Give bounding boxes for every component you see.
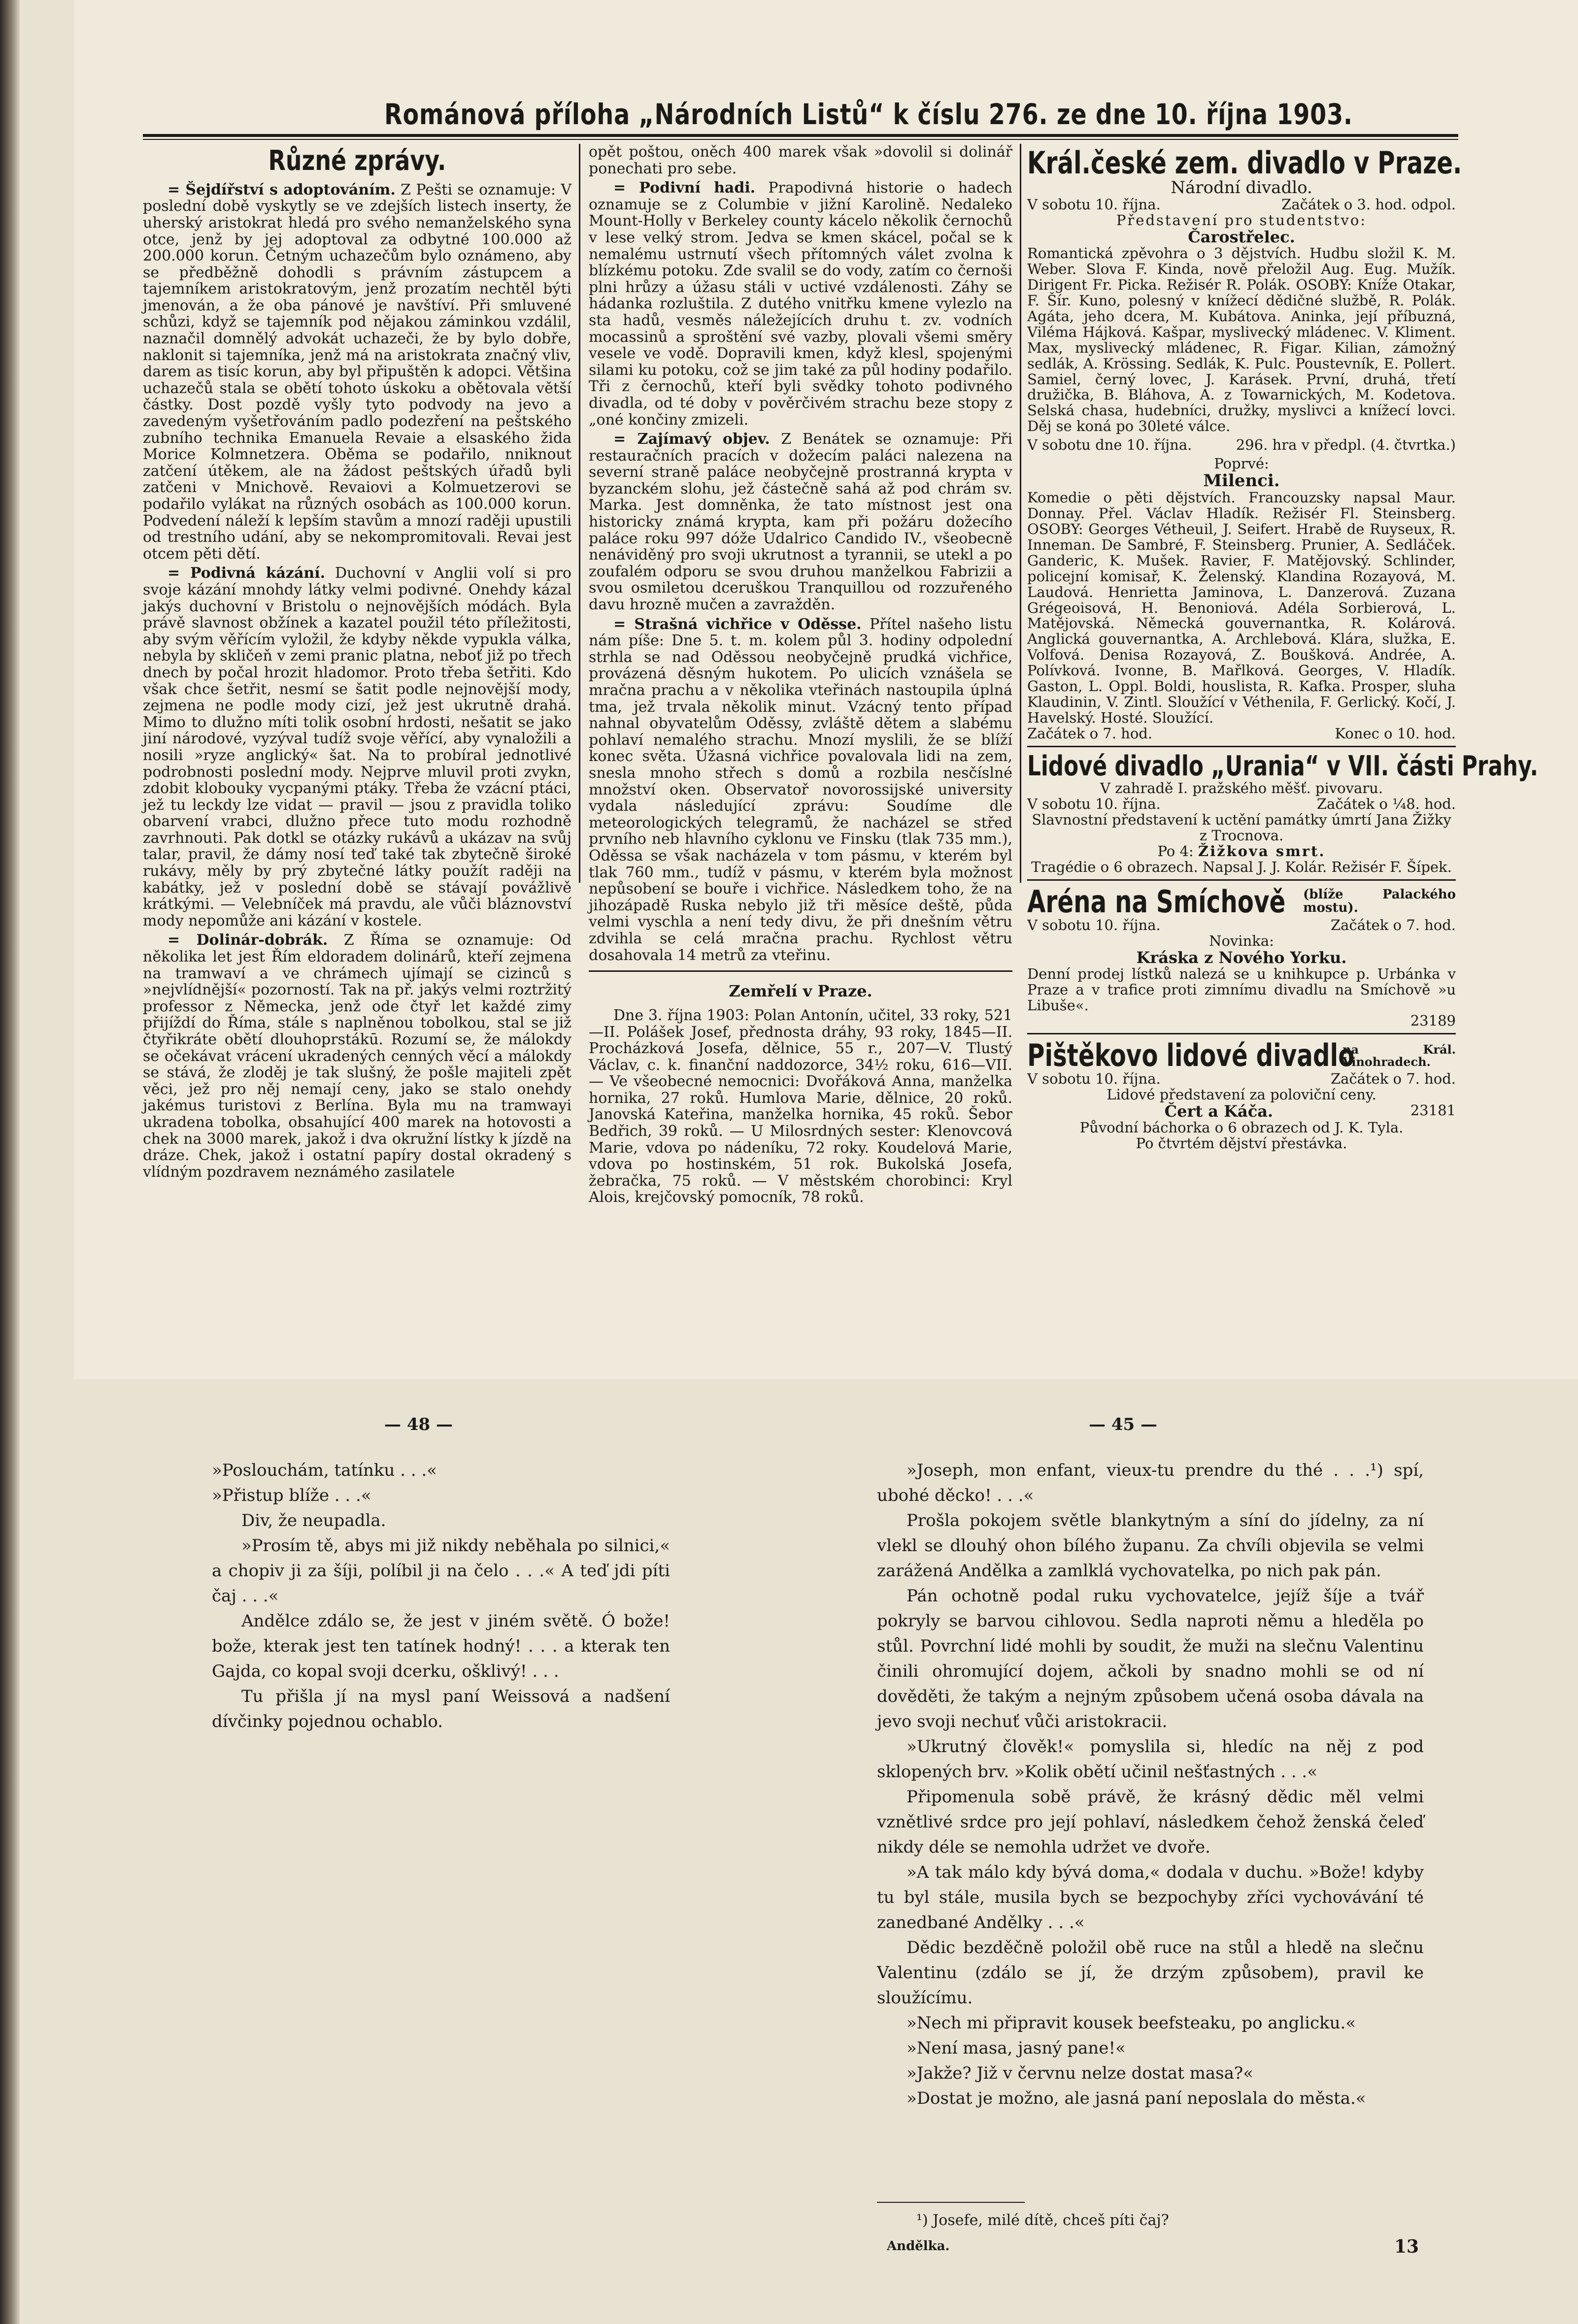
book-binding [0,0,20,2324]
theatre-title: Král.české zem. divadlo v Praze. [1027,145,1462,181]
novel-paragraph: »Nech mi připravit kousek beefsteaku, po anglicku.« [907,2013,1356,2033]
theatre-pistek [1027,1039,1456,1152]
news-text: Z Říma se oznamuje: Od několika let jest Řím eldoradem dolinárů, kteří zejmena na tramwaví a ve chrámech ujímají se cizinců s »nejvlídnější« pozorností. Tak na př. jakýs velmi roztržitý professor z Německa, jenž ode čtyř let každé zimy přijíždí do Říma, stále s naplněnou tobolkou, stal se již čtyřikráte obětí dlouhoprstákū. Rozumí se, že málokdy se očekávat vrácení ukradených cenných věcí a málokdy se stává, že zloděj je tak slušný, že pošle majiteli zpět věci, jež pro něj nemají ceny, jako se stalo onehdy jakémus turistovi z Berlína. Byla mu na tramwayi ukradena tobolka, obsahující 400 marek na hotovosti a chek na 3000 marek, jakož i dva okružní lístky k jízdě na dráze. Chek, jakož i ostatní papíry dostal okradený s vlídným pozdravem neznámého zasilatele [143,931,572,1181]
play-description: Slavnostní představení k uctění památky úmrtí Jana Žižky z Trocnova. [1032,811,1451,844]
po4-label: Po 4: [1157,842,1194,860]
theatre-narodni [1027,145,1462,747]
novel-paragraph: Div, že neupadla. [241,1511,386,1530]
play-description: Denní prodej lístků nalezá se u knihkupce p. Urbánka v Praze a v trafice proti zimnímu divadlu na Smíchově »u Libuše«. [1027,965,1456,1014]
news-headline: = Zajímavý objev. [613,431,770,448]
news-item-hadi [589,180,1012,428]
play-title: Čert a Káča. [1164,1102,1274,1121]
novel-paragraph: »Ukrutný člověk!« pomyslila si, hledíc na něj z pod sklopených brv. »Kolik obětí učinil nešťastných . . .« [877,1737,1424,1782]
date: V sobotu 10. října. [1027,196,1161,213]
performance-row [1027,1071,1456,1087]
novel-paragraph: Andělce zdálo se, že jest v jiném světě. Ó bože! bože, kterak jest ten tatínek hodný! . . . a kterak ten Gajda, co kopal svoji dcerku, ošklivý! . . . [212,1611,670,1681]
news-item-dolinar [143,932,571,1180]
page-number: — 45 — [1089,1415,1157,1434]
play-description: Tragédie o 6 obrazech. Napsal J. J. Kolár. Režisér F. Šípek. [1031,858,1452,875]
start-time: Začátek o ¼8. hod. [1316,796,1456,813]
news-text: Duchovní v Anglii volí si pro svoje kázání mnohdy látky velmi podivné. Onehdy kázal jakýs duchovní v Bristolu o nejnovějších módách. Byla právě slavnost obžínek a kazatel použil této příležitosti, aby svým věřícím vyložil, že kdyby někde vypukla válka, nebyla by skličeň v zemi pranic platna, neboť již po třech dnech by počal hrozit hladomor. Proto třeba šetřiti. Kdo však chce šetřit, nesmí se šatit podle nejnovější mody, zejmena ne podle mody cizí, jež jest ukrutně drahá. Mimo to dlužno míti tolik osobní hrdosti, nešatit se jako jiní národové, vyzýval tudíž svoje věřící, aby vynaložili a nosili »ryze anglický« šat. Na to probíral jednotlivé podrobnosti poslední mody. Nejprve mluvil proti zvykn, zdobit klobouky vycpanými ptáky. Třeba že vzácní ptáci, jež tu leckdy lze vidat — pravil — jsou z pravidla toliko obarvení vrabci, dlužno přece tuto modu rozhodně zavrhnouti. Pak dotkl se otázky rukávů a ukázav na svůj talar, pravil, že dámy nosí teď také tak zbytečně široké rukávy, měly by prý zbytečné látky použít raději na kabátky, jež v poslední době se stávají povážlivě krátkými. — Velebníček má pravdu, ale vůči bláznovství mody nepomůže ani kázání v kostele. [143,564,571,930]
play-title: Milenci. [1203,470,1280,491]
novel-text-left [212,1458,670,1734]
novel-paragraph: Připomenula sobě právě, že krásný dědic měl velmi vznětlivé srdce pro její pohlaví, následkem čehož ženská čeleď nikdy déle se nemohla udržet ve dvoře. [877,1787,1424,1857]
play-title: Žižkova smrt. [1198,842,1326,860]
date: V sobotu 10. října. [1027,1070,1161,1088]
performance-row [1027,918,1456,933]
sheet-number: 13 [1394,2236,1419,2257]
play-description: Lidové představení za poloviční ceny. [1107,1086,1377,1103]
theatre-subtitle: Národní divadlo. [1171,178,1312,198]
news-column-2 [589,144,1012,1209]
theatre-arena [1027,883,1456,1035]
intermission-note: Po čtvrtém dějství přestávka. [1136,1135,1347,1152]
page-number: — 48 — [384,1415,453,1434]
news-text: Z Pešti se oznamuje: V poslední době vyskytly se ve zdejších listech inserty, že uherský aristokrat hledá pro svého nemanželského syna otce, jenž by jej adoptoval za odbytné 100.000 až 200.000 korun. Četným uchazečům bylo oznámeno, aby se předběžně dohodli s právním zástupcem a tajemníkem aristokratovým, jenž prozatím nechtěl býti jmenován, a že oba pánové je navštíví. Při smluvené schůzi, když se tajemník pod nějakou záminkou vzdálil, naznačil domnělý advokát uchazeči, že by bylo dobře, naklonit si tajemníka, jenž má na aristokrata značný vliv, darem as tisíc korun, aby byl připuštěn k adopci. Většina uchazečů stala se obětí tohoto úskoku a obětovala větší částky. Dost pozdě vyšly tyto podvody na jevo a zavedeným vyšetřováním padlo podezření na peštského zubního technika Emanuela Revaie a elsaského žida Morice Kolmnetzera. Oběma se podařilo, nniknout zatčení útěkem, ale na žádost peštských úřadů byli zatčeni v Mnichově. Revaiovi a Kolmuetzerovi se podařilo vylákat na různých osobách as 100.000 korun. Podvedení náleží k lepším stavům a mnozí raději upustili od trestního udání, aby se nekompromitovali. Revai jest otcem pěti dětí. [143,181,571,563]
students-note: Představení pro studentstvo: [1116,212,1367,229]
news-headline: = Dolinár-dobrák. [168,931,328,949]
novel-paragraph: »Přistup blíže . . .« [212,1486,371,1505]
play-title: Kráska z Nového Yorku. [1136,948,1347,967]
header-rule [143,134,1458,137]
theatre-note: (blíže Palackého mostu). [1303,887,1456,916]
start-time: Začátek o 7. hod. [1330,1070,1456,1088]
news-item-objev [589,431,1012,613]
footnote: ¹) Josefe, milé dítě, chceš píti čaj? [916,2212,1169,2229]
subscription-note: 296. hra v předpl. (4. čtvrtka.) [1236,436,1456,454]
play-description: Původní báchorka o 6 obrazech od J. K. Tyla. [1079,1119,1404,1136]
novelty-label: Novinka: [1209,932,1274,949]
theatre-venue: V zahradě I. pražského měšť. pivovaru. [1100,780,1383,797]
premiere-label: Poprvé: [1214,455,1269,472]
news-item-odessa [589,616,1012,963]
novel-paragraph: Tu přišla jí na mysl paní Weissová a nadšení dívčinky pojednou ochablo. [212,1687,670,1731]
theatre-title: Aréna na Smíchově [1027,883,1286,920]
news-item-kazani [143,565,571,929]
section-title: Různé zprávy. [268,145,446,177]
novel-paragraph: Pán ochotně podal ruku vychovatelce, jejíž šíje a tvář pokryly se barvou cihlovou. Sedla naproti němu a hleděla po stůl. Povrchní lidé mohli by soudit, že muži na slečnu Valentinu činili ohromující dojem, ačkoli by snadno mohli se od ní dověděti, že takým a nejným způsobem učená osoba dávala na jevo svoji nechuť vůči aristokracii. [877,1586,1424,1731]
news-text: Přítel našeho listu nám píše: Dne 5. t. m. kolem půl 3. hodiny odpolední strhla se nad Oděssou neobyčejně prudká vichřice, provázená děsným hukotem. Po ulicích vznášela se mračna prachu a v několika vteřinách nastoupila úplná tma, jež trvala několik minut. Vzácný tento případ nahnal obyvatelům Oděssy, zvláště dětem a slabému pohlaví nemalého strachu. Mnozí myslili, že se blíží konec světa. Úžasná vichřice povalovala lidi na zem, snesla mnoho střech s domů a rozbila nesčíslné množství oken. Observatoř novorossijské university vydala následující zprávu: Soudíme dle meteorologických telegramů, že nacházel se střed prvního neb hlavního cyklonu ve Finsku (tlak 735 mm.), Oděssa se však nacházela v tom pásmu, v kterém byl tlak 760 mm., tudíž v pásmu, v kterém byla možnost nepůsobení se bouře i vichřice. Následkem toho, že na jihozápadě Ruska nebylo již tři měsíce deště, půda velmi vyschla a není tedy divu, že při dnešním větru zdvihla se celá mračna prachu. Rychlost větru dosahovala 14 metrů za vteřinu. [589,615,1012,964]
date: V sobotu 10. října. [1027,916,1161,933]
performance-row [1027,437,1456,453]
footnote-rule [877,2202,1025,2203]
news-continuation: opět poštou, oněch 400 marek však »dovolil si dolinář ponechati pro sebe. [589,143,1012,177]
novel-paragraph: Dědic bezděčně položil obě ruce na stůl a hledě na slečnu Valentinu (zdálo se jí, že drzým způsobem), pravil ke sloužícímu. [877,1938,1424,2008]
news-column-1 [143,143,571,1183]
play-line [1027,844,1456,860]
theatre-heading [1027,1037,1456,1074]
news-headline: = Šejdířství s adoptováním. [168,181,396,199]
novel-paragraph: »Prosím tě, abys mi již nikdy neběhala po silnici,« a chopiv ji za šíji, políbil ji na čelo . . .« A teď jdi píti čaj . . .« [212,1536,670,1606]
performance-row [1027,797,1456,812]
theatre-heading [1027,883,1456,920]
novel-paragraph: »Poslouchám, tatínku . . .« [212,1461,437,1480]
start-time: Začátek o 3. hod. odpol. [1281,196,1456,213]
start-time: Začátek o 7. hod. [1330,916,1456,933]
column-divider [1020,144,1021,883]
novel-paragraph: »Dostat je možno, ale jasná paní neposlala do města.« [907,2089,1366,2108]
date: V sobotu dne 10. října. [1027,436,1192,454]
play-title: Čarostřelec. [1188,228,1295,247]
play-description: Komedie o pěti dějstvích. Francouzsky napsal Maur. Donnay. Přel. Václav Hladík. Režisér Fl. Steinsberg. OSOBY: Georges Vétheuil, J. Seifert. Hrabě de Ruyseux, R. Inneman. De Sambré, F. Steinsberg. Prunier, A. Sedláček. Ganderic, K. Mušek. Ravier, F. Matějovský. Schlinder, policejní komisař, K. Želenský. Klandina Rozayová, M. Laudová. Henrietta Jaminova, L. Danzerová. Zuzana Grégeoisová, H. Benoniová. Adéla Sorbierová, L. Matějovská. Německá gouvernantka, R. Kolárová. Anglická gouvernantka, A. Archlebová. Klára, služka, E. Volfová. Denisa Rozayová, Z. Boušková. Andrée, A. Polívková. Ivonne, B. Mařlková. Georges, V. Hladík. Gaston, L. Oppl. Boldi, houslista, R. Kafka. Prosper, sluha Klaudinin, V. Zintl. Sloužící v Véthenila, F. Gerlický. Kočí, J. Havelský. Hosté. Sloužící. [1027,489,1456,726]
deaths-rule [589,970,1012,972]
novel-paragraph: »Jakže? Již v červnu nelze dostat masa?« [907,2063,1253,2083]
news-headline: = Podivná kázání. [168,564,326,582]
deaths-title: Zemřelí v Praze. [729,982,873,1001]
time-row [1027,726,1456,742]
header-rule-thin [143,139,1458,140]
ad-code: 23189 [1410,1012,1456,1029]
news-headline: = Strašná vichřice v Oděsse. [613,615,862,633]
play-row [1027,1103,1456,1120]
start-time: Začátek o 7. hod. [1027,725,1153,742]
novel-text-right [877,1458,1424,2111]
page-header: Románová příloha „Národních Listů“ k číslu 276. ze dne 10. října 1903. [384,98,1353,131]
column-divider [579,144,580,883]
theatre-column [1027,145,1539,1152]
deaths-text: Dne 3. října 1903: Polan Antonín, učitel, 33 roky, 521—II. Polášek Josef, přednosta dráhy, 93 roky, 1845—II. Procházková Josefa, dělnice, 55 r., 207—V. Tlustý Václav, c. k. finanční naddozorce, 34½ roku, 616—VII. — Ve všeobecné nemocnici: Dvořáková Anna, manželka hornika, 27 roků. Humlova Marie, dělnice, 20 roků. Janovská Kateřina, manželka hornika, 45 roků. Šebor Bedřich, 39 roků. — U Milosrdných sester: Klenovcová Marie, vdova po nádeníku, 72 roky. Koudelová Marie, vdova po hostinském, 51 rok. Bukolská Josefa, žebračka, 75 roků. — V městském chorobinci: Kryl Alois, krejčovský pomocník, 78 roků. [589,1006,1012,1206]
theatre-urania [1027,750,1539,881]
news-item-adoption [143,182,571,563]
theatre-title: Lidové divadlo „Urania“ v VII. části Prahy. [1027,750,1539,782]
novel-paragraph: »Není masa, jasný pane!« [907,2038,1126,2058]
news-text: Z Benátek se oznamuje: Při restauračních pracích v dožecím paláci nalezena na severní straně paláce neobyčejně prostranná krypta v byzanckém slohu, jež částečně sahá až pod chrám sv. Marka. Jest domněnka, že tato místnost jest ona historicky známá krypta, kam při požáru dožecího paláce roku 997 dóže Udalrico Candido IV., všeobecně nenáviděný pro svoji ukrutnost a tyrannii, se utekl a po zoufalém odporu se svou druhou manželkou Fabrizii a svou osmiletou dceruškou Tranquillou od rozzuřeného davu hrozně mučen a zavražděn. [589,431,1012,614]
novel-paragraph: »Joseph, mon enfant, vieux-tu prendre du thé . . .¹) spí, ubohé děcko! . . .« [877,1461,1424,1505]
news-text: Prapodivná historie o hadech oznamuje se z Columbie v jižní Karolině. Nedaleko Mount-Holly v Berkeley county kácelo několik černochů v lese velký strom. Jedva se kmen skácel, počal se k nemalému ustrnutí všech přítomných válet zvolna k blízkému potoku. Zde svalil se do vody, zatím co černoši plni hrůzy a úžasu stáli v uctivé vzdálenosti. Záhy se hádanka rozluštila. Z dutého vnitřku kmene vylezlo na sta hadů, vesměs náležejících druhu t. zv. vodních mocassinů a sproštění své vazby, plovali všemi směry vesele ve vodě. Dopravili kmen, když klesl, spojenými silami ku potoku, což se jim také za půl hodiny podařilo. Tři z černochů, kteří byli svědky tohoto podivného divadla, od té doby v pověrčivém strachu beze stopy z „oné končiny zmizeli. [589,179,1012,429]
play-description: Romantická zpěvohra o 3 dějstvích. Hudbu složil K. M. Weber. Slova F. Kinda, nově přeložil Aug. Eug. Mužík. Dirigent Fr. Picka. Režisér R. Polák. OSOBY: Kníže Otakar, F. Šír. Kuno, polesný v knížecí dědičné službě, R. Polák. Agáta, jeho dcera, M. Kubátova. Aninka, její příbuzná, Viléma Hájková. Kašpar, myslivecký mládenec. V. Kliment. Max, myslivecký mládenec, R. Figar. Kilian, zámožný sedlák, A. Krössing. Sedlák, K. Pulc. Poustevník, E. Pollert. Samiel, černý lovec, J. Karásek. První, druhá, třetí družička, B. Bláhova, A. z Towarnických, M. Kodetova. Selská chasa, hudebníci, družky, myslivci a knížecí lovci. Děj se koná po 30leté válce. [1027,245,1456,435]
theatre-title: Pištěkovo lidové divadlo [1027,1037,1355,1074]
performance-row [1027,197,1456,213]
news-headline: = Podivní hadi. [613,179,756,197]
novel-paragraph: Prošla pokojem světle blankytným a síní do jídelny, za ní vlekl se dlouhý ohon bílého županu. Za chvíli objevila se velmi zarážená Andělka a zamlklá vychovatelka, po nich pak pán. [877,1511,1424,1581]
theatre-note: na Král. Vinohradech. [1343,1042,1456,1069]
ad-code: 23181 [1410,1102,1456,1119]
date: V sobotu 10. října. [1027,796,1161,813]
novel-paragraph: »A tak málo kdy bývá doma,« dodala v duchu. »Bože! kdyby tu byl stále, musila bych se bezpochyby zříci vychovávání té zanedbané Andělky . . .« [877,1862,1424,1932]
end-time: Konec o 10. hod. [1335,725,1456,742]
signature: Andělka. [887,2239,950,2254]
